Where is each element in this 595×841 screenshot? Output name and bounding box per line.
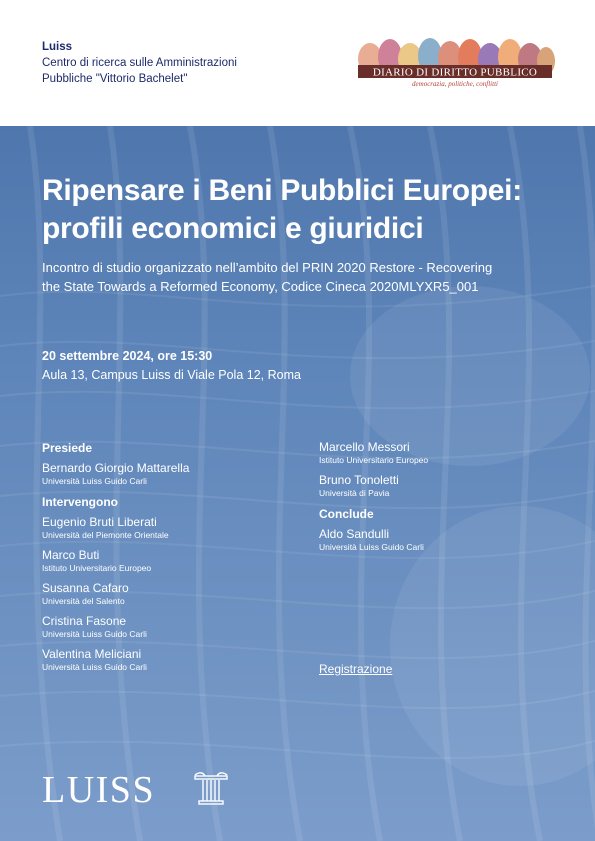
conclude-label: Conclude (319, 507, 374, 521)
event-when-where (42, 347, 301, 385)
speaker-affiliation: Università del Piemonte Orientale (42, 530, 169, 540)
org-line-2: Pubbliche "Vittorio Bachelet" (42, 73, 188, 85)
registration-link[interactable]: Registrazione (319, 662, 393, 676)
speaker-item (42, 647, 292, 673)
event-date-time: 20 settembre 2024, ore 15:30 (42, 349, 213, 363)
diario-title: DIARIO DI DIRITTO PUBBLICO (372, 66, 538, 79)
title-line-1: Ripensare i Beni Pubblici Europei: (42, 174, 522, 207)
speaker-affiliation: Istituto Universitario Europeo (42, 563, 152, 573)
speaker-name: Cristina Fasone (42, 614, 127, 628)
event-subtitle (42, 258, 572, 296)
speaker-item (42, 581, 292, 607)
chair-affiliation: Università Luiss Guido Carli (42, 476, 147, 486)
intervengono-label: Intervengono (42, 495, 119, 509)
luiss-logo-text: LUISS (42, 769, 156, 811)
speaker-item (319, 440, 569, 466)
chair-name: Bernardo Giorgio Mattarella (42, 461, 190, 475)
speaker-name: Susanna Cafaro (42, 581, 129, 595)
speaker-name: Valentina Meliciani (42, 647, 142, 661)
speaker-affiliation: Università di Pavia (319, 488, 390, 498)
speaker-name: Eugenio Bruti Liberati (42, 515, 157, 529)
speaker-item (42, 548, 292, 574)
event-location: Aula 13, Campus Luiss di Viale Pola 12, Roma (42, 368, 301, 382)
event-title (42, 172, 572, 248)
speaker-affiliation: Università Luiss Guido Carli (42, 629, 147, 639)
speaker-name: Marco Buti (42, 548, 100, 562)
program-right-column (319, 440, 569, 560)
organization (42, 39, 237, 87)
title-line-2: profili economici e giuridici (42, 212, 424, 245)
org-line-1: Centro di ricerca sulle Amministrazioni (42, 57, 237, 69)
closing-speaker-name: Aldo Sandulli (319, 527, 390, 541)
speaker-item (42, 614, 292, 640)
program-left-column (42, 440, 292, 680)
speaker-affiliation: Università Luiss Guido Carli (42, 662, 147, 672)
subtitle-line-2: the State Towards a Reformed Economy, Codice Cineca 2020MLYXR5_001 (42, 279, 479, 294)
speaker-item (42, 515, 292, 541)
speaker-name: Marcello Messori (319, 440, 410, 454)
speaker-affiliation: Università del Salento (42, 596, 125, 606)
speaker-affiliation: Istituto Universitario Europeo (319, 455, 429, 465)
column-icon (193, 770, 229, 806)
presiede-label: Presiede (42, 441, 93, 455)
speaker-item (319, 473, 569, 499)
speaker-name: Bruno Tonoletti (319, 473, 399, 487)
header (0, 0, 595, 126)
subtitle-line-1: Incontro di studio organizzato nell’ambito del PRIN 2020 Restore - Recovering (42, 260, 493, 275)
diario-subtitle: democrazia, politiche, conflitti (412, 80, 498, 88)
closing-speaker-affiliation: Università Luiss Guido Carli (319, 542, 424, 552)
org-brand: Luiss (42, 41, 73, 53)
